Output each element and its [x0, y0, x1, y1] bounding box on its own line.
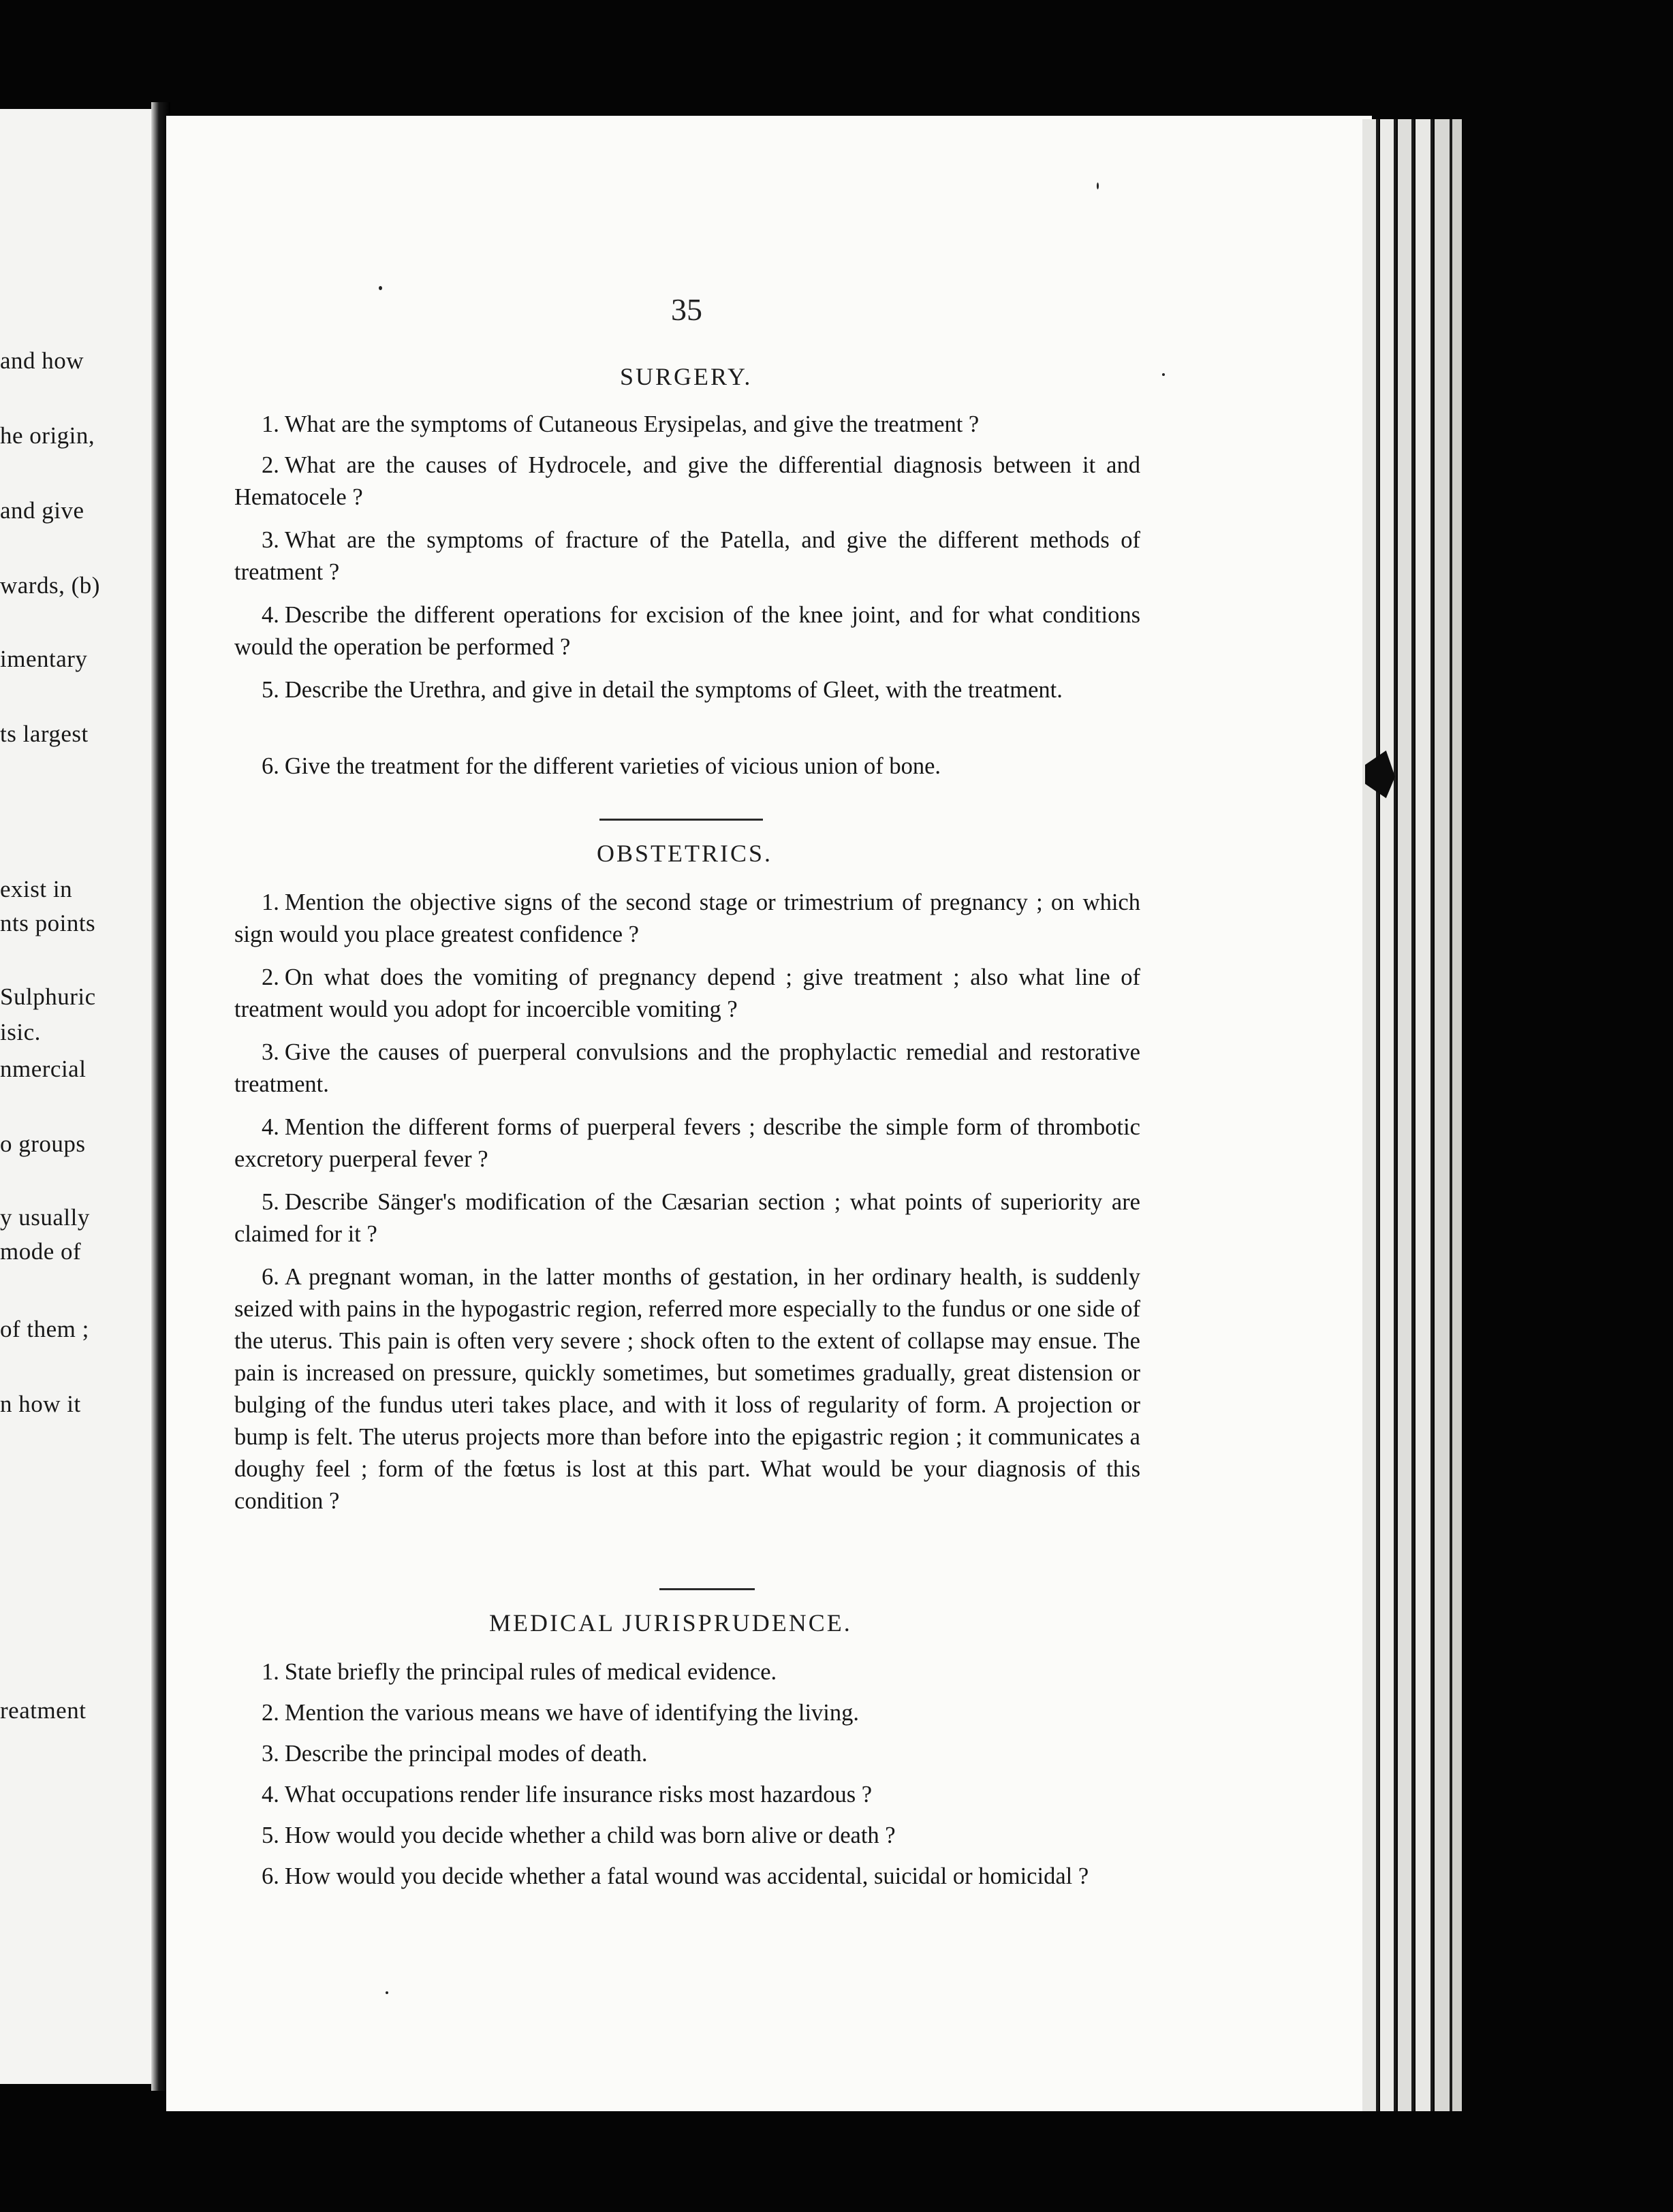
- question-text: How would you decide whether a fatal wound was accidental, suicidal or homicidal ?: [284, 1863, 1089, 1889]
- question-text: Mention the various means we have of identifying the living.: [284, 1700, 860, 1726]
- question: [234, 887, 1140, 951]
- question-number: 6.: [262, 1863, 279, 1889]
- page-edge-shadow: [1411, 119, 1414, 2111]
- question-number: 2.: [262, 964, 279, 990]
- previous-page-line: of them ;: [0, 1316, 89, 1342]
- previous-page-line: reatment: [0, 1697, 87, 1724]
- previous-page-line: ts largest: [0, 721, 89, 747]
- question: [234, 1697, 1140, 1729]
- question-text: Give the treatment for the different varieties of vicious union of bone.: [284, 753, 941, 779]
- question: [234, 1037, 1140, 1101]
- question-number: 3.: [262, 1741, 279, 1767]
- question-number: 1.: [262, 1659, 279, 1685]
- question-number: 4.: [262, 1114, 279, 1140]
- question-text: How would you decide whether a child was born alive or death ?: [284, 1822, 896, 1848]
- page-edge: [1435, 119, 1450, 2111]
- question-text: On what does the vomiting of pregnancy depend ; give treatment ; also what line of treatment would you adopt for incoercible vomiting ?: [234, 964, 1140, 1022]
- question: [234, 599, 1140, 663]
- question-text: Mention the objective signs of the second stage or trimestrium of pregnancy ; on which sign would you place greatest confidence ?: [234, 889, 1140, 947]
- question-number: 5.: [262, 1822, 279, 1848]
- page-number: 35: [671, 292, 702, 327]
- question-number: 5.: [262, 677, 279, 703]
- question-text: What are the symptoms of Cutaneous Erysipelas, and give the treatment ?: [284, 411, 980, 437]
- previous-page-line: exist in: [0, 876, 73, 902]
- question-number: 2.: [262, 452, 279, 478]
- previous-page-line: nts points: [0, 910, 96, 936]
- previous-page-line: mode of: [0, 1238, 82, 1265]
- previous-page-line: n how it: [0, 1391, 81, 1417]
- question: [234, 449, 1140, 514]
- question-number: 1.: [262, 889, 279, 915]
- previous-page-line: Sulphuric: [0, 983, 96, 1010]
- page-edge-shadow: [1376, 119, 1379, 2111]
- question: [234, 1738, 1140, 1770]
- question-number: 4.: [262, 602, 279, 628]
- page-edge-shadow: [1430, 119, 1433, 2111]
- question-text: What are the symptoms of fracture of the Patella, and give the different methods of treatment ?: [234, 527, 1140, 585]
- previous-page-line: and how: [0, 347, 84, 374]
- paper-speck: [1162, 373, 1165, 376]
- page-edge: [1398, 119, 1411, 2111]
- question-number: 2.: [262, 1700, 279, 1726]
- previous-page-line: and give: [0, 497, 84, 524]
- question-number: 5.: [262, 1189, 279, 1215]
- page-edge-shadow: [1394, 119, 1396, 2111]
- question: [234, 962, 1140, 1026]
- page-edge: [1380, 119, 1394, 2111]
- question: [234, 1779, 1140, 1811]
- previous-page-edge: [0, 109, 151, 2084]
- paper-speck: [386, 1991, 388, 1994]
- page-edge: [1452, 119, 1462, 2111]
- question: [234, 409, 1140, 441]
- previous-page-line: o groups: [0, 1131, 86, 1157]
- question: [234, 1820, 1140, 1852]
- previous-page-line: y usually: [0, 1204, 90, 1231]
- question: [234, 1111, 1140, 1175]
- section-divider: [659, 1588, 755, 1590]
- question-text: State briefly the principal rules of medical evidence.: [284, 1659, 777, 1685]
- question-text: Mention the different forms of puerperal fevers ; describe the simple form of thrombotic excretory puerperal fever ?: [234, 1114, 1140, 1172]
- question-number: 6.: [262, 1264, 279, 1290]
- question: [234, 1861, 1140, 1893]
- question-text: What are the causes of Hydrocele, and give the differential diagnosis between it and Hematocele ?: [234, 452, 1140, 510]
- previous-page-line: he origin,: [0, 422, 95, 449]
- question: [234, 750, 1140, 783]
- question-text: Describe Sänger's modification of the Cæsarian section ; what points of superiority are claimed for it ?: [234, 1189, 1140, 1247]
- question-number: 4.: [262, 1782, 279, 1807]
- paper-speck: [1097, 183, 1099, 189]
- question-text: Describe the different operations for excision of the knee joint, and for what conditions would the operation be performed ?: [234, 602, 1140, 660]
- page-edge-shadow: [1450, 119, 1452, 2111]
- question-number: 1.: [262, 411, 279, 437]
- previous-page-line: isic.: [0, 1019, 41, 1045]
- question-text: Describe the Urethra, and give in detail the symptoms of Gleet, with the treatment.: [284, 677, 1063, 703]
- question: [234, 1261, 1140, 1517]
- page-edge: [1362, 119, 1376, 2111]
- question-number: 6.: [262, 753, 279, 779]
- previous-page-line: nmercial: [0, 1056, 87, 1082]
- paper-speck: [379, 286, 382, 290]
- question-text: Describe the principal modes of death.: [284, 1741, 648, 1767]
- previous-page-line: imentary: [0, 646, 88, 672]
- question: [234, 524, 1140, 588]
- question-number: 3.: [262, 1039, 279, 1065]
- question-text: What occupations render life insurance risks most hazardous ?: [284, 1782, 873, 1807]
- section-heading: SURGERY.: [620, 363, 753, 390]
- question-text: Give the causes of puerperal convulsions and the prophylactic remedial and restorative treatment.: [234, 1039, 1140, 1097]
- question: [234, 674, 1140, 706]
- question: [234, 1186, 1140, 1250]
- section-heading: OBSTETRICS.: [597, 840, 773, 867]
- page-edge: [1416, 119, 1430, 2111]
- section-heading: MEDICAL JURISPRUDENCE.: [489, 1609, 852, 1637]
- question-text: A pregnant woman, in the latter months of gestation, in her ordinary health, is suddenly seized with pains in the hypogastric region, referred more especially to the fundus or one side of the uterus. This pain is often very severe ; shock often to the extent of collapse may ensue. The pain is increased on pressure, quickly sometimes, but sometimes gradually, great distension or bulging of the fundus uteri takes place, and with it loss of regularity of form. A projection or bump is felt. The uterus projects more than before into the epigastric region ; it communicates a doughy feel ; form of the fœtus is lost at this part. What would be your diagnosis of this condition ?: [234, 1264, 1140, 1514]
- question: [234, 1656, 1140, 1688]
- question-number: 3.: [262, 527, 279, 553]
- previous-page-line: wards, (b): [0, 572, 100, 599]
- section-divider: [599, 819, 763, 821]
